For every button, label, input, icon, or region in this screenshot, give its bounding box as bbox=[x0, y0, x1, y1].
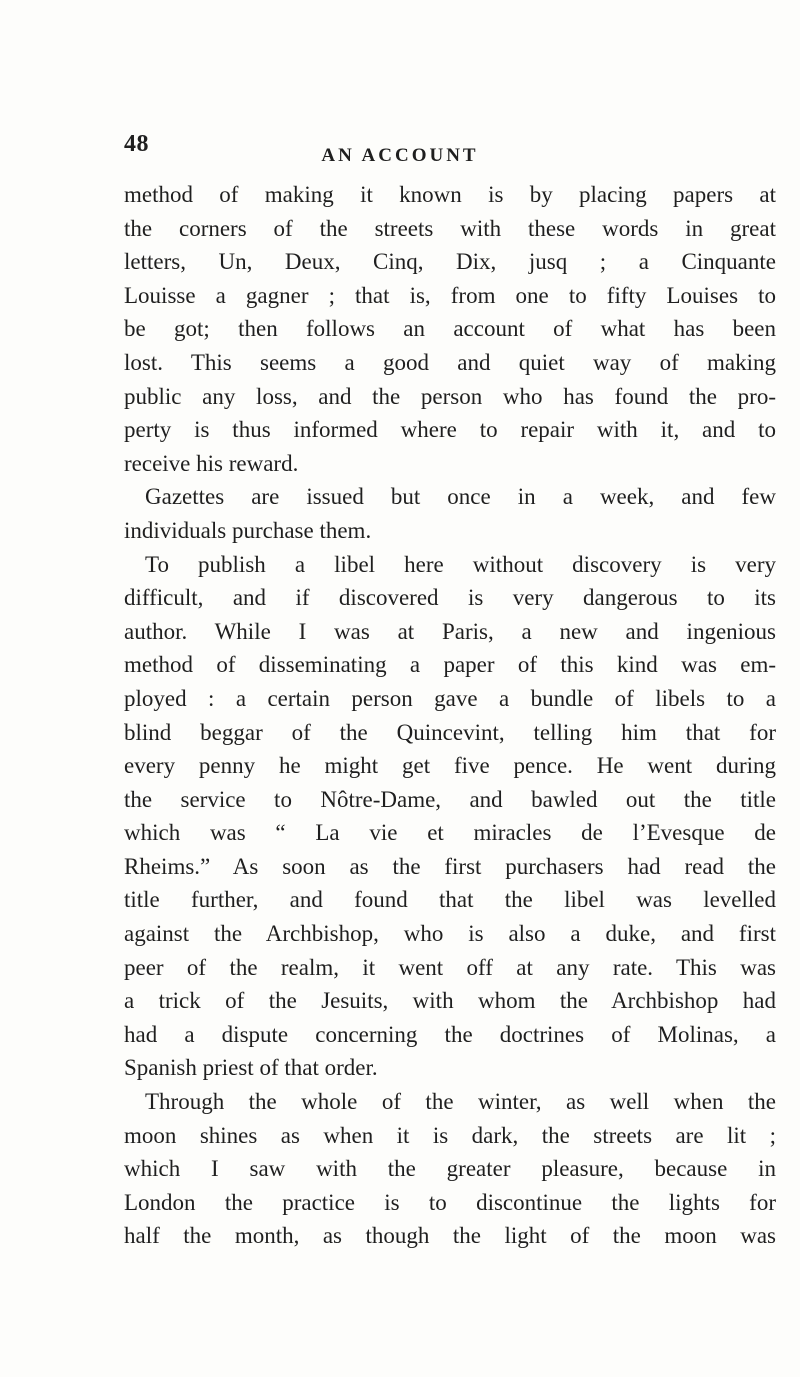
text-line: letters, Un, Deux, Cinq, Dix, jusq ; a Cinquante bbox=[124, 249, 776, 275]
text-line: every penny he might get five pence. He went during bbox=[124, 753, 776, 779]
text-line: public any loss, and the person who has found the pro- bbox=[124, 383, 776, 409]
body-text bbox=[124, 178, 776, 1253]
text-line: be got; then follows an account of what has been bbox=[124, 316, 776, 342]
text-line: ployed : a certain person gave a bundle of libels to a bbox=[124, 685, 776, 711]
text-line: Spanish priest of that order. bbox=[124, 1055, 378, 1081]
text-line: peer of the realm, it went off at any rate. This was bbox=[124, 954, 776, 980]
text-line: To publish a libel here without discovery is very bbox=[145, 551, 776, 577]
text-line: had a dispute concerning the doctrines of Molinas, a bbox=[124, 1021, 776, 1047]
text-line: moon shines as when it is dark, the streets are lit ; bbox=[124, 1122, 776, 1148]
text-line: title further, and found that the libel was levelled bbox=[124, 887, 776, 913]
text-line: the service to Nôtre-Dame, and bawled out the title bbox=[124, 786, 776, 812]
text-line: which I saw with the greater pleasure, because in bbox=[124, 1156, 776, 1182]
text-line: against the Archbishop, who is also a duke, and first bbox=[124, 921, 776, 947]
text-line: author. While I was at Paris, a new and ingenious bbox=[124, 618, 776, 644]
text-line: individuals purchase them. bbox=[124, 517, 372, 543]
text-line: Gazettes are issued but once in a week, and few bbox=[145, 484, 776, 510]
text-line: difficult, and if discovered is very dangerous to its bbox=[124, 585, 776, 611]
page-number: 48 bbox=[124, 131, 149, 157]
text-line: a trick of the Jesuits, with whom the Archbishop had bbox=[124, 988, 776, 1014]
text-line: the corners of the streets with these words in great bbox=[124, 215, 776, 241]
text-line: Rheims.” As soon as the first purchasers had read the bbox=[124, 853, 776, 879]
text-line: London the practice is to discontinue the lights for bbox=[124, 1189, 776, 1215]
text-line: perty is thus informed where to repair with it, and to bbox=[124, 417, 776, 443]
text-line: half the month, as though the light of the moon was bbox=[124, 1223, 776, 1249]
text-line: receive his reward. bbox=[124, 450, 299, 476]
text-line: Louisse a gagner ; that is, from one to fifty Louises to bbox=[124, 282, 776, 308]
text-line: lost. This seems a good and quiet way of making bbox=[124, 349, 776, 375]
text-line: method of making it known is by placing papers at bbox=[124, 182, 776, 207]
text-line: Through the whole of the winter, as well when the bbox=[145, 1089, 776, 1115]
text-line: blind beggar of the Quincevint, telling him that for bbox=[124, 719, 776, 745]
text-line: method of disseminating a paper of this kind was em- bbox=[124, 652, 776, 678]
text-line: which was “ La vie et miracles de l’Evesque de bbox=[124, 820, 776, 846]
running-head: AN ACCOUNT bbox=[321, 145, 479, 166]
